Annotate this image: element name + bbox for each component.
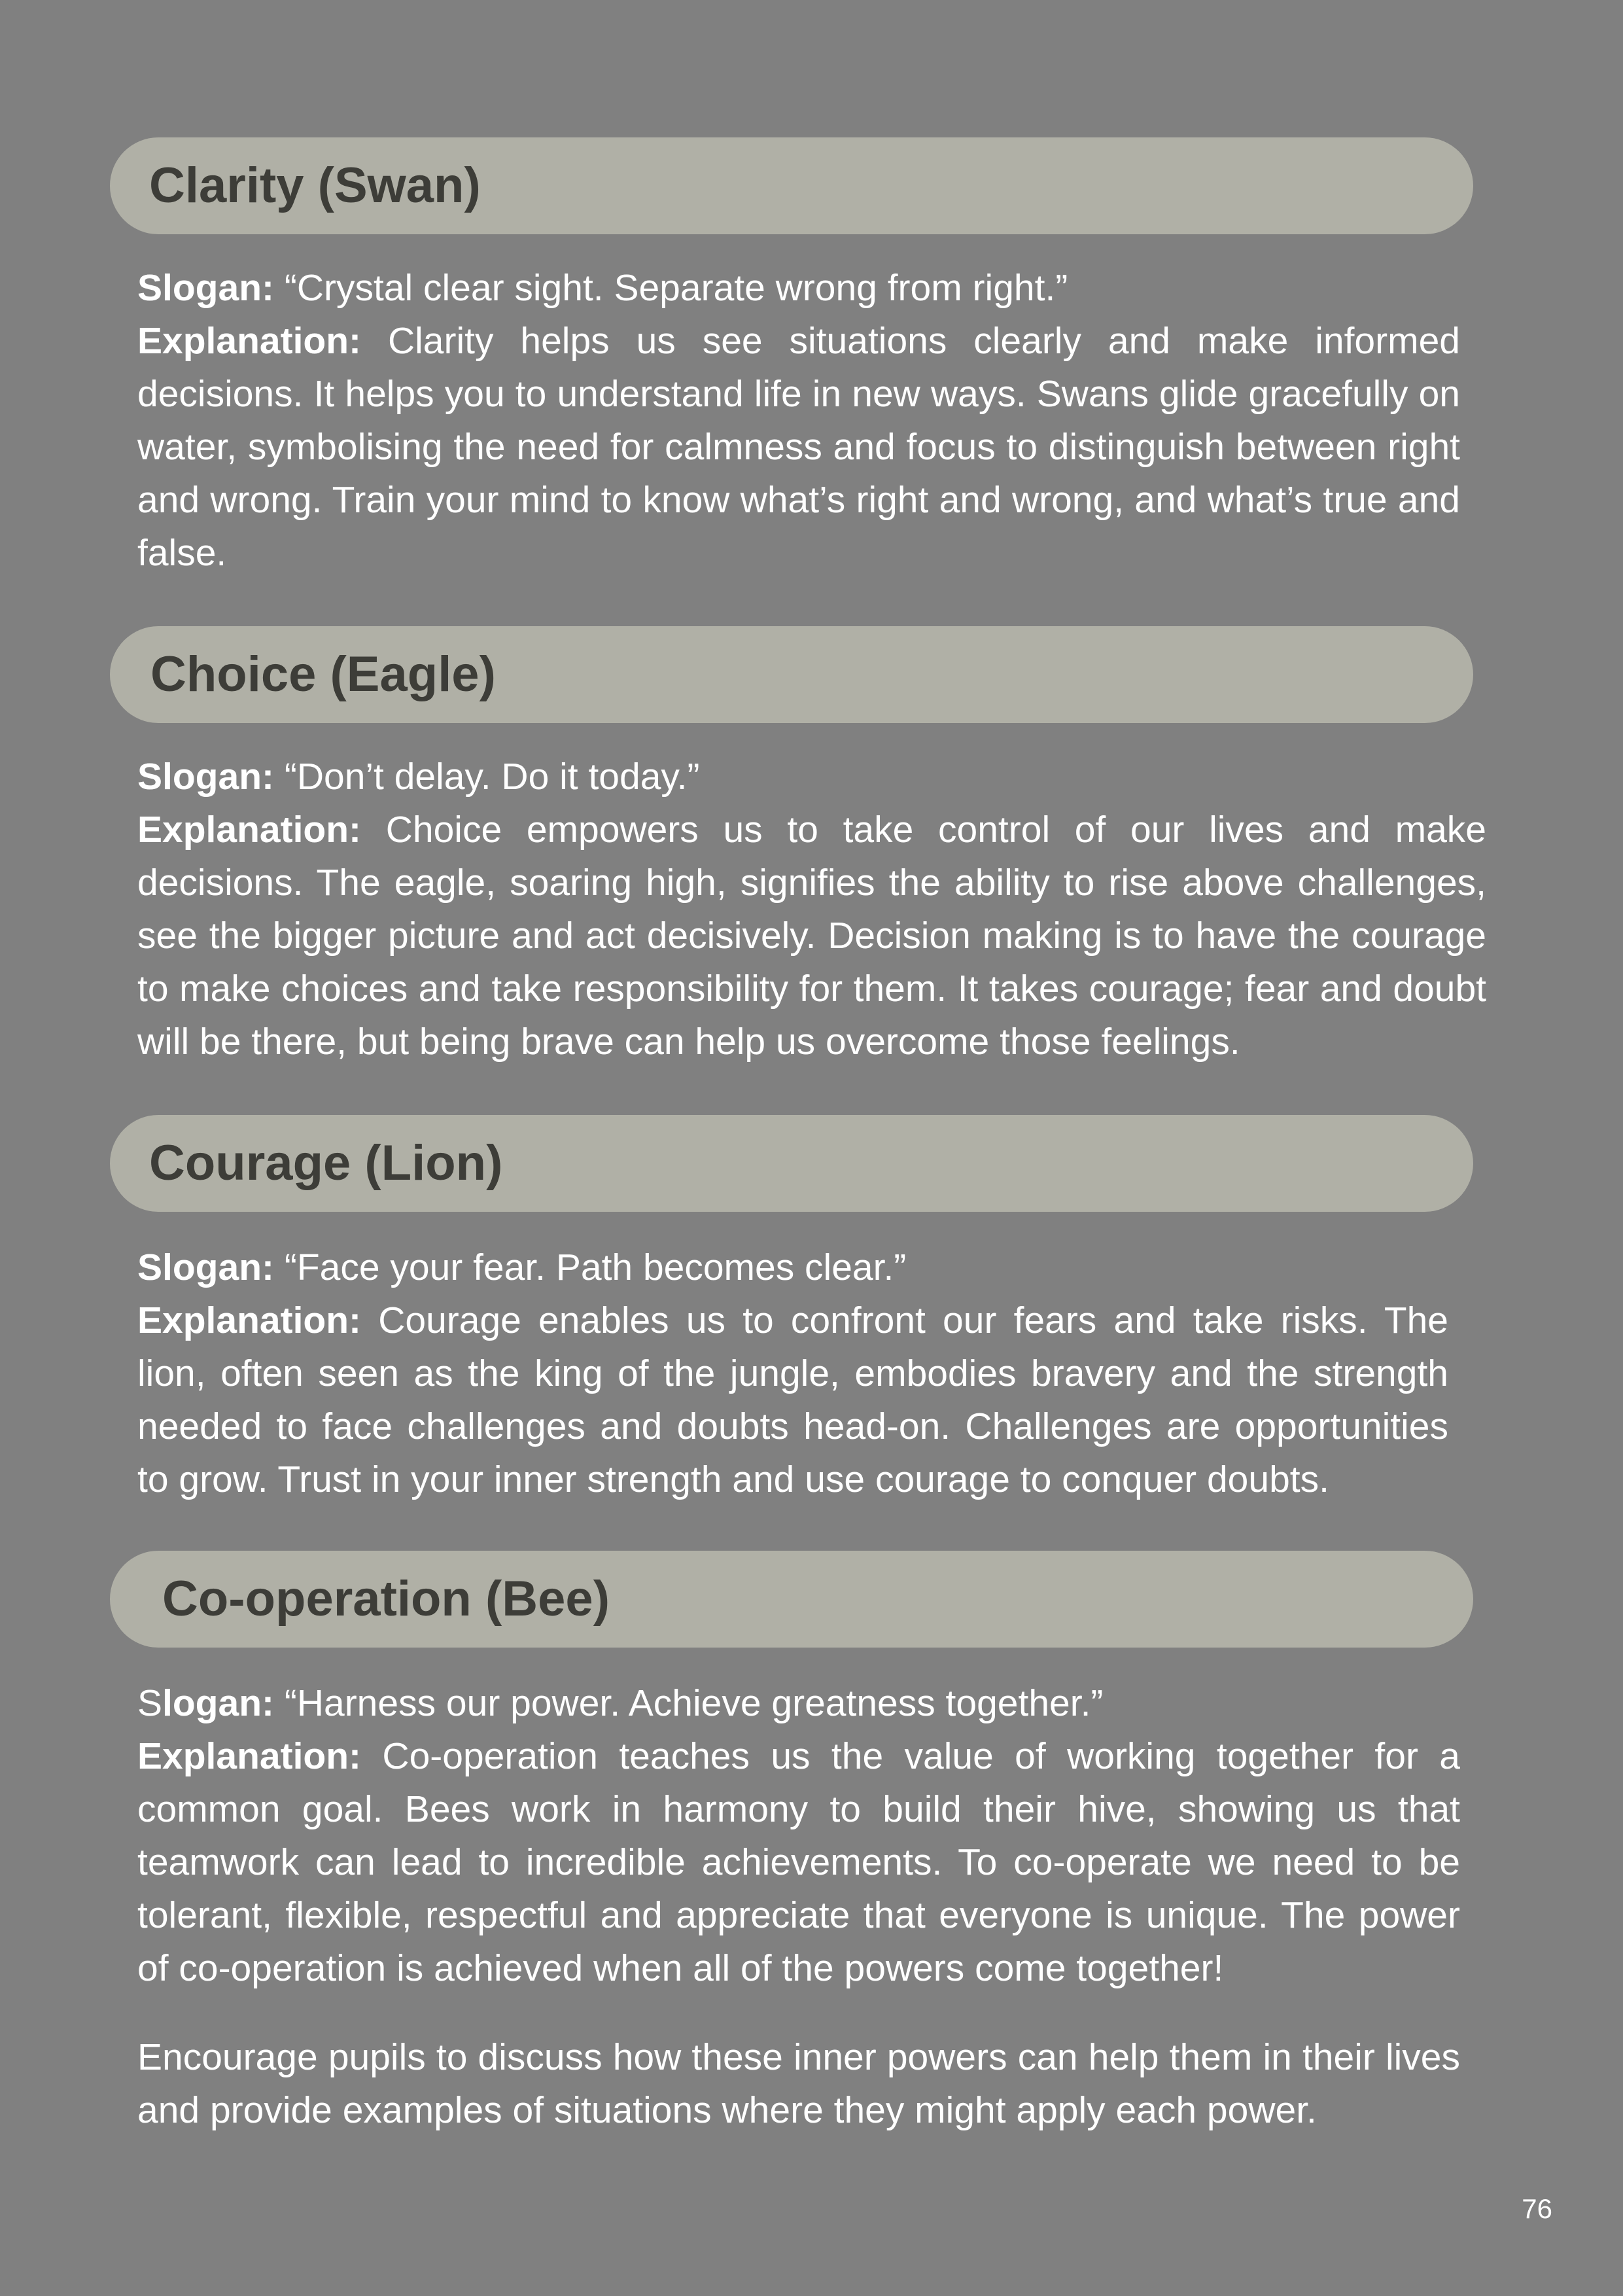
explanation-paragraph	[137, 315, 1460, 580]
section-title: Choice (Eagle)	[150, 646, 496, 702]
explanation-paragraph	[137, 1294, 1448, 1506]
slogan-label: Slogan:	[137, 756, 274, 798]
section-title: Co-operation (Bee)	[162, 1571, 610, 1627]
explanation-label: Explanation:	[137, 1299, 362, 1341]
explanation-text: Clarity helps us see situations clearly and make informed decisions. It helps you to understand life in new ways. Swans glide gracefully on water, symbolising the need for calmness and focus to distinguish between right and wrong. Train your mind to know what’s right and wrong, and what’s true and false.	[137, 320, 1460, 574]
section-body-courage	[137, 1241, 1448, 1506]
closing-section	[137, 2031, 1460, 2137]
slogan-line	[137, 1677, 1460, 1730]
slogan-line	[137, 751, 1486, 804]
explanation-text: Co-operation teaches us the value of working together for a common goal. Bees work in harmony to build their hive, showing us that teamwork can lead to incredible achievements. To co-operate we need to be tolerant, flexible, respectful and appreciate that everyone is unique. The power of co-operation is achieved when all of the powers come together!	[137, 1735, 1461, 1989]
page-number: 76	[1522, 2193, 1552, 2224]
explanation-label: Explanation:	[137, 809, 362, 851]
slogan-label: logan:	[162, 1682, 275, 1724]
section-heading-co-operation	[110, 1551, 1473, 1648]
slogan-label: Slogan:	[137, 267, 274, 309]
slogan-text: “Face your fear. Path becomes clear.”	[284, 1246, 907, 1288]
section-title: Clarity (Swan)	[149, 158, 481, 213]
explanation-paragraph	[137, 804, 1486, 1069]
slogan-label-plain: S	[137, 1682, 163, 1724]
closing-paragraph: Encourage pupils to discuss how these inner powers can help them in their lives and provide examples of situations where they might apply each power.	[137, 2036, 1460, 2131]
section-title: Courage (Lion)	[149, 1135, 503, 1191]
section-body-choice	[137, 751, 1486, 1069]
section-heading-courage	[110, 1115, 1473, 1212]
slogan-line	[137, 262, 1460, 315]
section-heading-choice	[110, 626, 1473, 723]
explanation-text: Choice empowers us to take control of our lives and make decisions. The eagle, soaring high, signifies the ability to rise above challenges, see the bigger picture and act decisively. Decision making is to have the courage to make choices and take responsibility for them. It takes courage; fear and doubt will be there, but being brave can help us overcome those feelings.	[137, 809, 1486, 1063]
explanation-label: Explanation:	[137, 320, 362, 362]
explanation-label: Explanation:	[137, 1735, 362, 1777]
section-body-clarity	[137, 262, 1460, 580]
slogan-label: Slogan:	[137, 1246, 274, 1288]
explanation-paragraph	[137, 1730, 1460, 1995]
slogan-line	[137, 1241, 1448, 1294]
section-body-co-operation	[137, 1677, 1460, 1995]
slogan-text: “Don’t delay. Do it today.”	[284, 756, 700, 798]
section-heading-clarity	[110, 137, 1473, 234]
slogan-text: “Crystal clear sight. Separate wrong from right.”	[284, 267, 1068, 309]
explanation-text: Courage enables us to confront our fears and take risks. The lion, often seen as the king of the jungle, embodies bravery and the strength needed to face challenges and doubts head-on. Challenges are opportunities to grow. Trust in your inner strength and use courage to conquer doubts.	[137, 1299, 1448, 1500]
slogan-text: “Harness our power. Achieve greatness together.”	[284, 1682, 1104, 1724]
